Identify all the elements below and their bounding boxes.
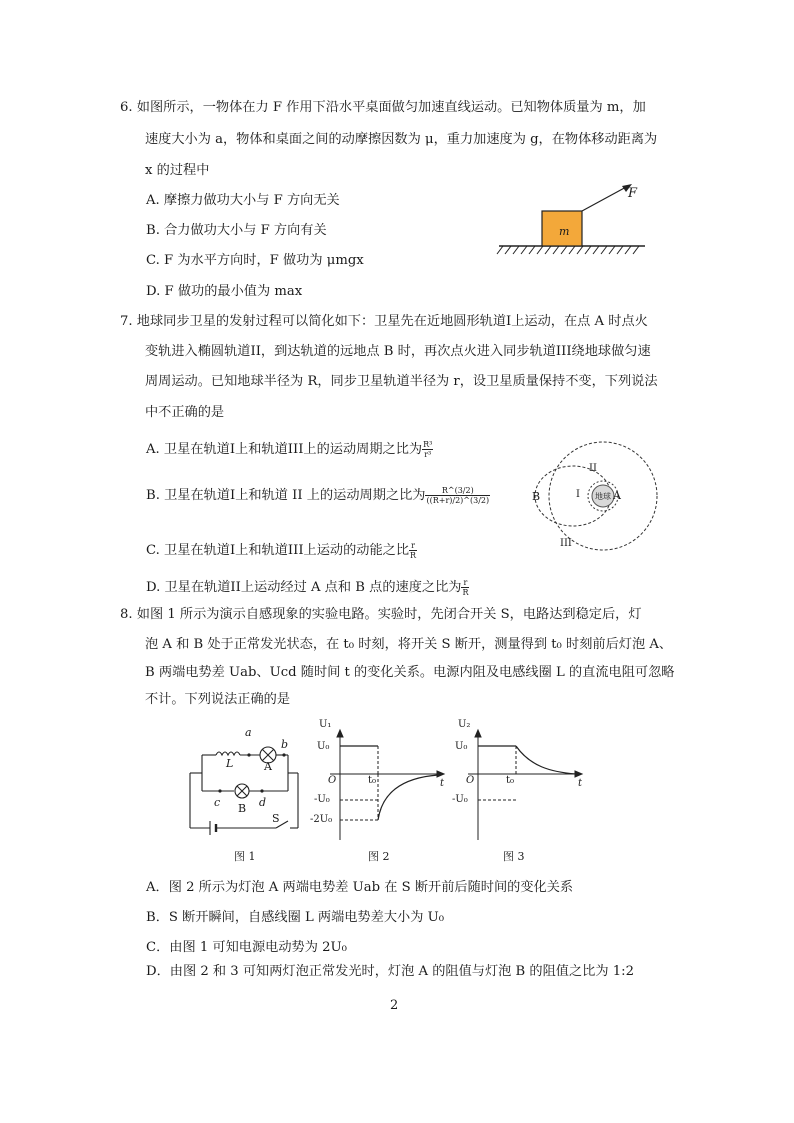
q7-orbit-iii-label: III — [560, 538, 572, 549]
q7-option-a-text: A. 卫星在轨道I上和轨道III上的运动周期之比为 — [146, 442, 423, 457]
q7-option-b — [146, 486, 490, 505]
q7-option-d-fraction — [461, 578, 469, 597]
q8-fig3-u0-label: U₀ — [455, 741, 468, 752]
q8-fig2-u0-label: U₀ — [317, 741, 330, 752]
q8-fig1-lamp-a-label: A — [264, 760, 272, 773]
fraction-numerator: r — [409, 541, 417, 551]
q7-option-a — [146, 440, 433, 459]
q8-fig3-t0-label: t₀ — [506, 775, 515, 786]
q6-mass-label: m — [559, 225, 570, 238]
q7-option-c-text: C. 卫星在轨道I上和轨道III上运动的动能之比 — [146, 543, 410, 558]
q8-fig2-origin-label: O — [328, 775, 337, 786]
q8-option-b: B．S 断开瞬间，自感线圈 L 两端电势差大小为 U₀ — [146, 910, 445, 925]
q7-line-3: 周周运动。已知地球半径为 R，同步卫星轨道半径为 r，设卫星质量保持不变，下列说法 — [145, 374, 658, 389]
q8-option-c: C．由图 1 可知电源电动势为 2U₀ — [146, 940, 347, 955]
fraction-denominator: R — [462, 588, 469, 597]
q8-fig1-caption: 图 1 — [234, 850, 256, 863]
q7-option-c-fraction — [409, 541, 417, 560]
q6-option-c: C. F 为水平方向时，F 做功为 μmgx — [146, 253, 364, 268]
q6-option-d: D. F 做功的最小值为 max — [146, 284, 303, 299]
q6-line-1: 6. 如图所示，一物体在力 F 作用下沿水平桌面做匀加速直线运动。已知物体质量为 m，加 — [120, 100, 646, 115]
q7-option-a-fraction — [422, 440, 433, 459]
q7-earth-label: 地球 — [595, 492, 611, 501]
q8-option-a: A．图 2 所示为灯泡 A 两端电势差 Uab 在 S 断开前后随时间的变化关系 — [146, 880, 574, 895]
q8-fig2-graph — [330, 728, 450, 843]
q8-fig1-s-label: S — [272, 812, 280, 825]
q6-line-2: 速度大小为 a，物体和桌面之间的动摩擦因数为 μ，重力加速度为 g，在物体移动距离为 — [145, 132, 658, 147]
q8-fig2-caption: 图 2 — [368, 850, 390, 863]
q8-fig1-d-label: d — [259, 796, 267, 809]
q7-option-b-fraction — [425, 486, 490, 505]
fraction-numerator: R^(3/2) — [425, 486, 490, 496]
q7-line-4: 中不正确的是 — [145, 405, 225, 420]
q8-fig2-neg-2u0-label: -2U₀ — [310, 814, 333, 825]
q8-line-2: 泡 A 和 B 处于正常发光状态，在 t₀ 时刻，将开关 S 断开，测量得到 t₀ 时刻前后灯泡 A、 — [145, 637, 673, 652]
q8-fig1-b-label: b — [281, 738, 289, 751]
q7-line-1: 7. 地球同步卫星的发射过程可以简化如下：卫星先在近地圆形轨道I上运动，在点 A 时点火 — [120, 314, 648, 329]
fraction-denominator: r³ — [424, 450, 432, 459]
q7-option-d-text: D. 卫星在轨道II上运动经过 A 点和 B 点的速度之比为 — [146, 580, 462, 595]
q6-option-b: B. 合力做功大小与 F 方向有关 — [146, 223, 327, 238]
q8-fig3-origin-label: O — [466, 775, 475, 786]
q8-fig3-neg-u0-label: -U₀ — [452, 794, 468, 805]
q7-point-a-label: A — [613, 489, 621, 502]
q7-option-c — [146, 541, 417, 560]
q7-option-b-text: B. 卫星在轨道I上和轨道 II 上的运动周期之比为 — [146, 488, 426, 503]
fraction-numerator: R³ — [423, 440, 433, 449]
q8-fig3-y-label: U₂ — [458, 719, 471, 730]
q8-option-d: D．由图 2 和 3 可知两灯泡正常发光时，灯泡 A 的阻值与灯泡 B 的阻值之比为 1:2 — [146, 964, 634, 979]
q7-orbit-ii-label: II — [589, 463, 597, 474]
q8-fig3-t-label: t — [578, 778, 583, 789]
fraction-denominator: R — [410, 551, 417, 560]
q8-fig2-y-label: U₁ — [319, 719, 332, 730]
fraction-numerator: r — [461, 578, 469, 588]
q8-fig2-t-label: t — [440, 778, 445, 789]
q6-force-label: F — [628, 186, 638, 201]
q8-line-1: 8. 如图 1 所示为演示自感现象的实验电路。实验时，先闭合开关 S，电路达到稳定后，灯 — [120, 607, 642, 622]
page-number: 2 — [390, 998, 399, 1013]
q6-option-a: A. 摩擦力做功大小与 F 方向无关 — [146, 193, 340, 208]
q8-fig1-l-label: L — [226, 757, 234, 770]
q6-line-3: x 的过程中 — [145, 163, 210, 178]
q7-line-2: 变轨进入椭圆轨道II，到达轨道的远地点 B 时，再次点火进入同步轨道III绕地球做匀速 — [145, 344, 651, 359]
q8-line-4: 不计。下列说法正确的是 — [145, 692, 291, 707]
q8-fig3-graph — [468, 728, 588, 843]
q7-option-d — [146, 578, 469, 597]
q8-line-3: B 两端电势差 Uab、Ucd 随时间 t 的变化关系。电源内阻及电感线圈 L 的直流电阻可忽略 — [145, 665, 675, 680]
q8-fig3-caption: 图 3 — [503, 850, 525, 863]
q8-fig1-lamp-b-label: B — [238, 802, 247, 815]
q8-fig2-neg-u0-label: -U₀ — [314, 794, 330, 805]
q7-point-b-label: B — [532, 490, 541, 503]
q8-fig2-t0-label: t₀ — [368, 775, 377, 786]
q8-fig1-c-label: c — [214, 796, 221, 809]
q7-orbit-i-label: I — [576, 489, 580, 500]
q8-fig1-a-label: a — [245, 726, 252, 739]
fraction-denominator: ((R+r)/2)^(3/2) — [426, 496, 490, 505]
